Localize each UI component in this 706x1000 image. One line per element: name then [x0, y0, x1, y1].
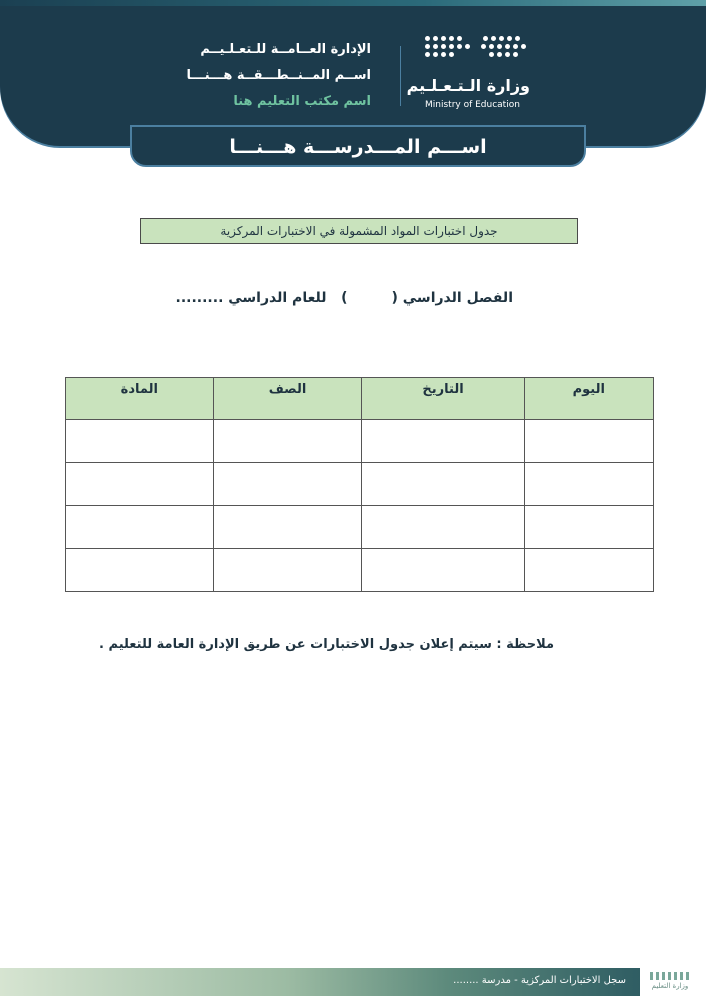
- footer-ministry-logo: [644, 970, 696, 996]
- table-cell: [362, 549, 524, 592]
- column-header-day: اليوم: [524, 378, 653, 420]
- table-cell: [524, 463, 653, 506]
- table-row: [66, 549, 654, 592]
- ministry-name-arabic: وزارة الـتـعـلـيم: [406, 76, 530, 95]
- table-cell: [66, 506, 214, 549]
- table-row: [66, 506, 654, 549]
- table-cell: [213, 420, 362, 463]
- table-header-row: [66, 378, 654, 420]
- table-cell: [524, 549, 653, 592]
- school-name-banner: اســـم المـــدرســـة هـــنـــا: [130, 125, 586, 167]
- table-cell: [66, 420, 214, 463]
- semester-close-paren: ): [341, 290, 348, 306]
- column-header-date: التاريخ: [362, 378, 524, 420]
- semester-label: الفصل الدراسي (: [391, 290, 513, 306]
- semester-line: [176, 290, 513, 306]
- table-row: [66, 463, 654, 506]
- column-header-subject: المادة: [66, 378, 214, 420]
- table-cell: [362, 420, 524, 463]
- ministry-logo: [406, 36, 530, 116]
- ministry-dots-icon: [425, 36, 525, 66]
- page-footer: [0, 968, 706, 1000]
- table-cell: [213, 463, 362, 506]
- table-cell: [213, 549, 362, 592]
- education-office-line: اسم مكتب التعليم هنا: [233, 94, 371, 109]
- footer-dots-icon: [650, 972, 690, 980]
- announcement-note: ملاحظة : سيتم إعلان جدول الاختبارات عن طريق الإدارة العامة للتعليم .: [99, 637, 554, 652]
- table-cell: [66, 463, 214, 506]
- table-cell: [362, 506, 524, 549]
- document-title: جدول اختبارات المواد المشمولة في الاختبارات المركزية: [140, 218, 578, 244]
- exam-schedule-table: [65, 377, 654, 592]
- region-name-line: اســم المــنــطـــقــة هـــنـــا: [186, 68, 371, 83]
- table-row: [66, 420, 654, 463]
- footer-label: سجل الاختبارات المركزية - مدرسة ........: [453, 975, 626, 986]
- table-cell: [362, 463, 524, 506]
- header-divider: [400, 46, 401, 106]
- column-header-grade: الصف: [213, 378, 362, 420]
- table-cell: [213, 506, 362, 549]
- table-cell: [66, 549, 214, 592]
- footer-logo-text: وزارة التعليم: [651, 982, 689, 990]
- academic-year-label: للعام الدراسي .........: [175, 290, 327, 306]
- table-cell: [524, 506, 653, 549]
- ministry-name-english: Ministry of Education: [425, 100, 520, 110]
- table-cell: [524, 420, 653, 463]
- general-administration-line: الإدارة العــامــة للـتعـلـيــم: [200, 42, 371, 57]
